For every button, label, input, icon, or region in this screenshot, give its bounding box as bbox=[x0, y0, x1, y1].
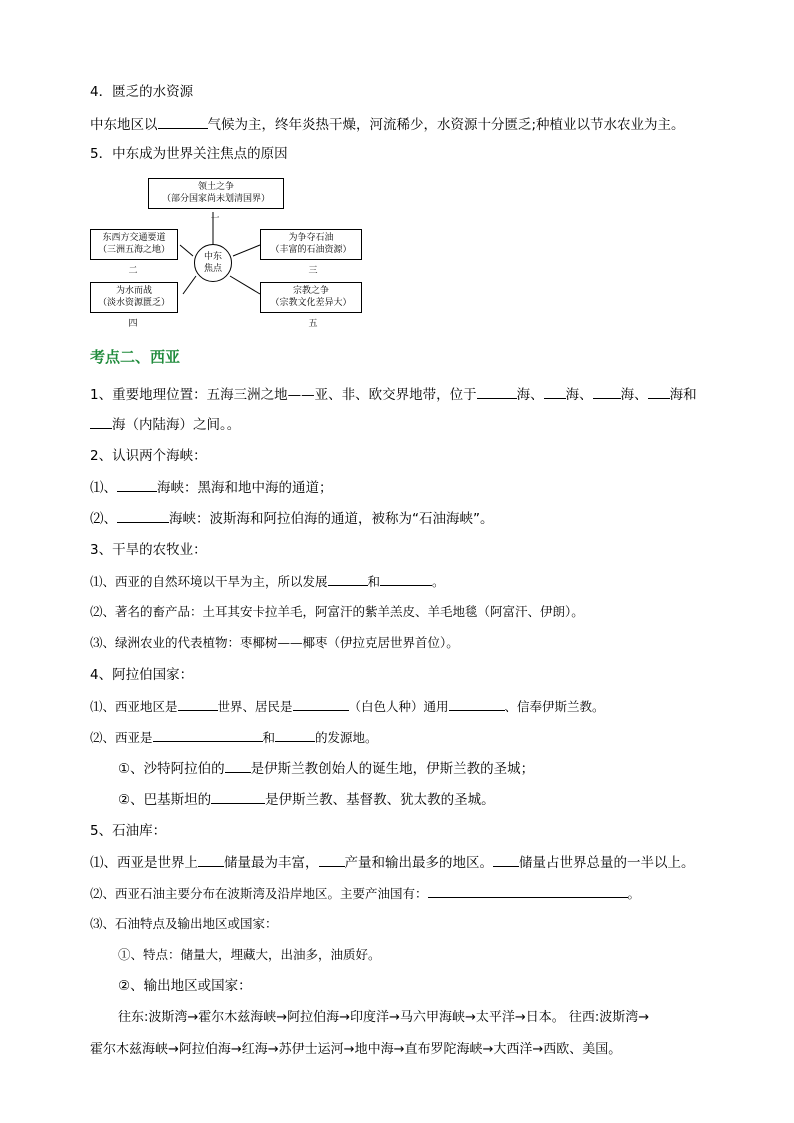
fill-blank[interactable] bbox=[198, 852, 224, 867]
fill-blank[interactable] bbox=[319, 852, 345, 867]
s4-heading: 4、阿拉伯国家： bbox=[90, 667, 194, 683]
s5-item3: ⑶、石油特点及输出地区或国家： bbox=[90, 916, 278, 931]
number-2: 二 bbox=[128, 266, 138, 276]
s5-route-line2: 霍尔木兹海峡→阿拉伯海→红海→苏伊士运河→地中海→直布罗陀海峡→大西洋→西欧、美国。 bbox=[90, 1042, 622, 1057]
fill-blank[interactable] bbox=[225, 758, 251, 773]
s5-sub1: ①、特点：储量大，埋藏大，出油多，油质好。 bbox=[118, 947, 381, 962]
q4-text: 中东地区以 气候为主，终年炎热干燥，河流稀少，水资源十分匮乏;种植业以节水农业为主。 bbox=[90, 114, 685, 135]
s5-sub2: ②、输出地区或国家： bbox=[118, 978, 252, 994]
fill-blank[interactable] bbox=[380, 571, 432, 586]
q5-heading: 5．中东成为世界关注焦点的原因 bbox=[90, 146, 288, 162]
s5-item2: ⑵、西亚石油主要分布在波斯湾及沿岸地区。主要产油国有： 。 bbox=[90, 883, 640, 904]
fill-blank[interactable] bbox=[178, 696, 218, 711]
s5-route-line1: 往东:波斯湾→霍尔木兹海峡→阿拉伯海→印度洋→马六甲海峡→太平洋→日本。 往西:波斯湾→ bbox=[118, 1010, 650, 1025]
fill-blank[interactable] bbox=[648, 384, 670, 399]
fill-blank[interactable] bbox=[211, 789, 265, 804]
s2-item2: ⑵、 海峡：波斯海和阿拉伯海的通道，被称为“石油海峡”。 bbox=[90, 508, 494, 529]
s5-item1: ⑴、西亚是世界上 储量最为丰富， 产量和输出最多的地区。 储量占世界总量的一半以上。 bbox=[90, 852, 695, 873]
territory-box: 领土之争 （部分国家尚未划清国界） bbox=[148, 178, 284, 209]
fill-blank[interactable] bbox=[328, 571, 368, 586]
fill-blank[interactable] bbox=[117, 508, 169, 523]
s3-item3: ⑶、绿洲农业的代表植物：枣椰树——椰枣（伊拉克居世界首位）。 bbox=[90, 635, 459, 650]
number-1: 一 bbox=[210, 214, 220, 224]
s4-item2: ⑵、西亚是 和 的发源地。 bbox=[90, 727, 378, 748]
s5-heading: 5、石油库： bbox=[90, 823, 167, 839]
center-circle: 中东 焦点 bbox=[194, 244, 232, 282]
number-3: 三 bbox=[308, 266, 318, 276]
fill-blank[interactable] bbox=[153, 727, 263, 742]
fill-blank[interactable] bbox=[117, 477, 157, 492]
fill-blank[interactable] bbox=[593, 384, 621, 399]
number-5: 五 bbox=[308, 319, 318, 329]
religion-box: 宗教之争 （宗教文化差异大） bbox=[260, 282, 362, 313]
s3-item1: ⑴、西亚的自然环境以干旱为主，所以发展 和 。 bbox=[90, 571, 445, 592]
fill-blank[interactable] bbox=[158, 114, 208, 129]
s4-sub1: ①、沙特阿拉伯的 是伊斯兰教创始人的诞生地，伊斯兰教的圣城； bbox=[118, 758, 534, 779]
number-4: 四 bbox=[128, 319, 138, 329]
section-title: 考点二、西亚 bbox=[90, 348, 181, 366]
oil-box: 为争夺石油 （丰富的石油资源） bbox=[260, 229, 362, 260]
s3-item2: ⑵、著名的畜产品：土耳其安卡拉羊毛，阿富汗的紫羊羔皮、羊毛地毯（阿富汗、伊朗）。 bbox=[90, 604, 584, 619]
fill-blank[interactable] bbox=[449, 696, 505, 711]
s2-heading: 2、认识两个海峡： bbox=[90, 448, 207, 464]
s4-sub2: ②、巴基斯坦的 是伊斯兰教、基督教、犹太教的圣城。 bbox=[118, 789, 495, 810]
fill-blank[interactable] bbox=[293, 696, 349, 711]
fill-blank[interactable] bbox=[90, 414, 112, 429]
fill-blank[interactable] bbox=[493, 852, 519, 867]
q4-heading: 4．匮乏的水资源 bbox=[90, 84, 194, 100]
fill-blank[interactable] bbox=[477, 384, 517, 399]
s1-line1: 1、重要地理位置：五海三洲之地——亚、非、欧交界地带，位于 海、 海、 海、 海和 bbox=[90, 384, 697, 405]
fill-blank[interactable] bbox=[428, 883, 628, 898]
transport-box: 东西方交通要道 （三洲五海之地） bbox=[90, 229, 178, 260]
s2-item1: ⑴、 海峡：黑海和地中海的通道； bbox=[90, 477, 333, 498]
water-box: 为水而战 （淡水资源匮乏） bbox=[90, 282, 178, 313]
s1-line2: 海（内陆海）之间。。 bbox=[90, 414, 240, 435]
fill-blank[interactable] bbox=[275, 727, 315, 742]
s3-heading: 3、干旱的农牧业： bbox=[90, 542, 207, 558]
fill-blank[interactable] bbox=[544, 384, 566, 399]
s4-item1: ⑴、西亚地区是 世界、居民是 （白色人种）通用 、信奉伊斯兰教。 bbox=[90, 696, 605, 717]
